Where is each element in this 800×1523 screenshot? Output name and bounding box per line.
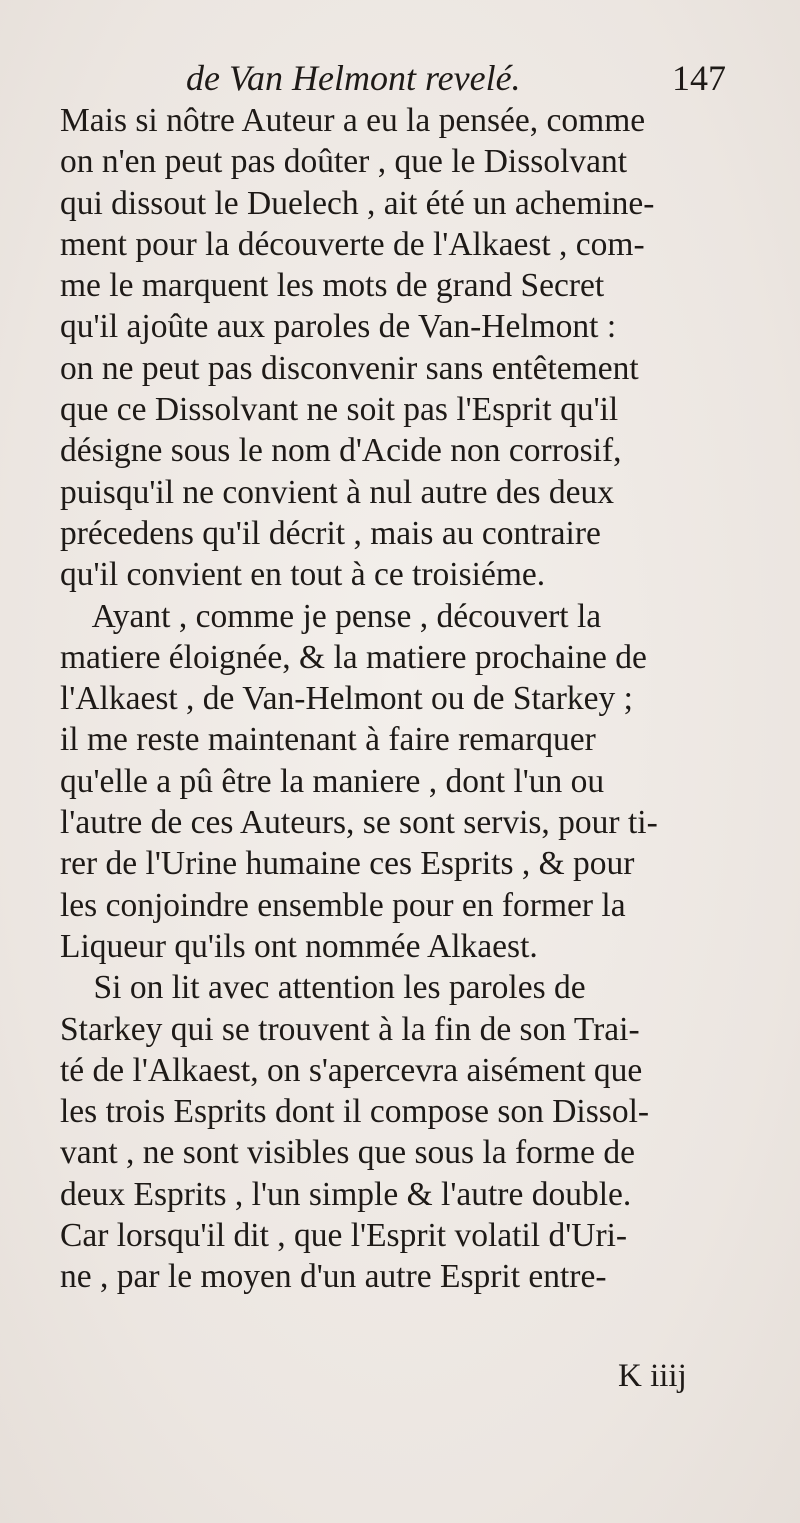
text-line: matiere éloignée, & la matiere prochaine de	[60, 638, 647, 676]
text-line: rer de l'Urine humaine ces Esprits , & pour	[60, 845, 635, 883]
text-line: Starkey qui se trouvent à la fin de son Trai-	[60, 1010, 640, 1048]
text-line: Ayant , comme je pense , découvert la	[60, 597, 602, 635]
text-line: ne , par le moyen d'un autre Esprit entre-	[60, 1258, 607, 1296]
text-line: les trois Esprits dont il compose son Dissol-	[60, 1093, 650, 1131]
text-line: deux Esprits , l'un simple & l'autre double.	[60, 1175, 632, 1213]
text-line: que ce Dissolvant ne soit pas l'Esprit qu'il	[60, 391, 619, 429]
page-header	[186, 54, 726, 102]
page-number: 147	[672, 58, 726, 98]
text-line: Liqueur qu'ils ont nommée Alkaest.	[60, 927, 538, 965]
text-line: Car lorsqu'il dit , que l'Esprit volatil d'Uri-	[60, 1217, 628, 1255]
text-line: précedens qu'il décrit , mais au contraire	[60, 514, 601, 552]
text-line: ment pour la découverte de l'Alkaest , com-	[60, 225, 645, 263]
signature-mark: K iiij	[618, 1358, 687, 1394]
text-line: vant , ne sont visibles que sous la forme de	[60, 1134, 635, 1172]
text-line: me le marquent les mots de grand Secret	[60, 267, 605, 305]
text-line: qui dissout le Duelech , ait été un achemine-	[60, 184, 655, 222]
text-line: désigne sous le nom d'Acide non corrosif,	[60, 432, 622, 470]
text-line: les conjoindre ensemble pour en former la	[60, 886, 626, 924]
running-head: de Van Helmont revelé.	[186, 58, 521, 98]
text-line: on n'en peut pas doûter , que le Dissolvant	[60, 143, 628, 181]
text-line: l'autre de ces Auteurs, se sont servis, pour ti-	[60, 804, 658, 842]
text-line: Mais si nôtre Auteur a eu la pensée, comme	[60, 102, 646, 139]
text-line: puisqu'il ne convient à nul autre des deux	[60, 473, 614, 511]
text-line: on ne peut pas disconvenir sans entêtement	[60, 349, 639, 387]
text-line: il me reste maintenant à faire remarquer	[60, 721, 596, 759]
text-line: Si on lit avec attention les paroles de	[60, 969, 586, 1007]
text-line: l'Alkaest , de Van-Helmont ou de Starkey ;	[60, 680, 633, 718]
text-line: qu'il convient en tout à ce troisiéme.	[60, 556, 546, 594]
body-text	[60, 100, 740, 1298]
text-line: qu'elle a pû être la maniere , dont l'un ou	[60, 762, 605, 800]
text-line: té de l'Alkaest, on s'apercevra aisément que	[60, 1051, 643, 1089]
text-line: qu'il ajoûte aux paroles de Van-Helmont :	[60, 308, 617, 346]
